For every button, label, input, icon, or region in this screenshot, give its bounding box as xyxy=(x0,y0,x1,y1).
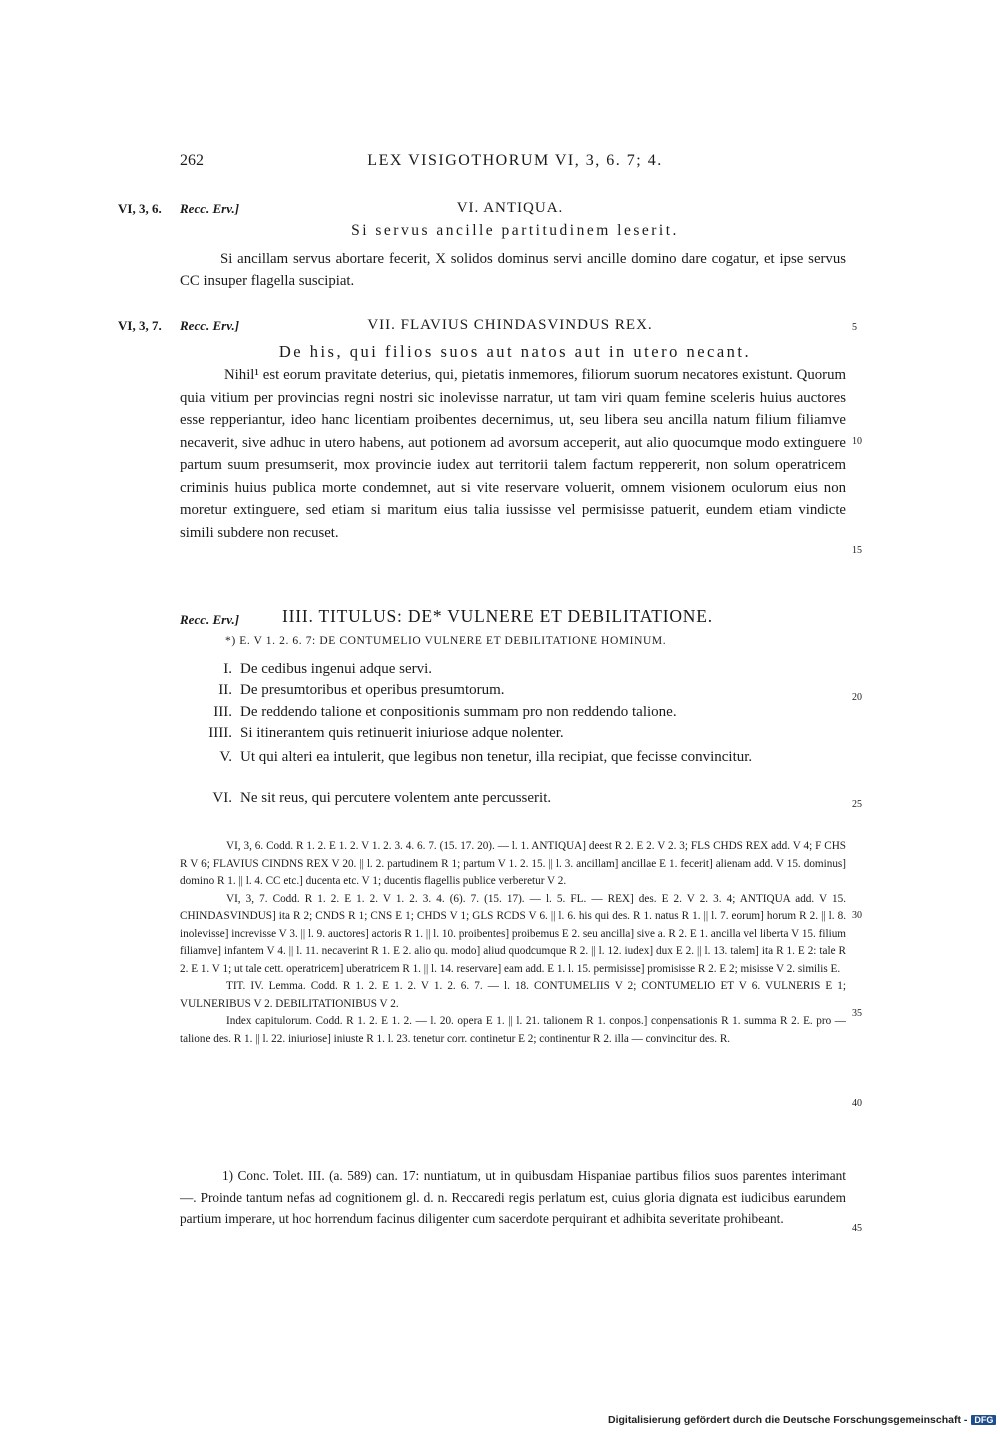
line-number: 30 xyxy=(852,910,862,921)
margin-tag-sec6: Recc. Erv.] xyxy=(180,201,240,216)
footnote: 1) Conc. Tolet. III. (a. 589) can. 17: nuntiatum, ut in quibusdam Hispaniae partibus filios suos parentes interimant —. Proinde tantum nefas ad cognitionem gl. d. n. Reccaredi regis perlatum est, cuius gloria dignata est iudicibus earundem partium imperare, ut hoc horrendum facinus diligenter cum sacerdote perquirant et adhibita severitate prohibeant. xyxy=(180,1168,846,1226)
titulus-title: IIII. TITULUS: DE* VULNERE ET DEBILITATIONE. xyxy=(282,606,713,626)
line-number: 35 xyxy=(852,1008,862,1019)
margin-ref-sec7: VI, 3, 7. xyxy=(118,318,162,333)
line-number: 40 xyxy=(852,1098,862,1109)
capitulum-item: V. Ut qui alteri ea intulerit, que legibus non tenetur, illa recipiat, que fecisse convincitur. xyxy=(219,749,753,765)
running-header xyxy=(180,152,850,176)
line-number: 10 xyxy=(852,436,862,447)
apparatus-entry: TIT. IV. Lemma. Codd. R 1. 2. E 1. 2. V 1. 2. 6. 7. — l. 18. CONTUMELIIS V 2; CONTUMELIO ET V 6. VULNERIS E 1; VULNERIBUS V 2. DEBILITATIONIBUS V 2. xyxy=(180,980,846,1010)
digitization-footer xyxy=(608,1414,996,1426)
running-title: LEX VISIGOTHORUM VI, 3, 6. 7; 4. xyxy=(367,152,663,169)
line-number: 45 xyxy=(852,1223,862,1234)
page-number: 262 xyxy=(180,152,204,169)
footer-text: Digitalisierung gefördert durch die Deutsche Forschungsgemeinschaft - xyxy=(608,1414,968,1426)
line-number: 5 xyxy=(852,322,857,333)
rubric-sec6: Si servus ancille partitudinem leserit. xyxy=(351,222,679,239)
section-title-sec7: VII. FLAVIUS CHINDASVINDUS REX. xyxy=(367,317,653,333)
text-sec6: Si ancillam servus abortare fecerit, X solidos dominus servi ancille domino dare cogatur, et ipse servus CC insuper flagella suscipiat. xyxy=(180,251,846,289)
apparatus-entry: VI, 3, 6. Codd. R 1. 2. E 1. 2. V 1. 2. 3. 4. 6. 7. (15. 17. 20). — l. 1. ANTIQUA] deest R 2. E 2. V 2. 3; FLS CHDS REX add. V 4; F CHS R V 6; FLAVIUS CINDNS REX V 20. || l. 2. partudinem R 1; partum V 1. 2. 15. || l. 3. ancillam] ancillae E 1. fecerit] alienam add. V 15. dominus] domino R 1. || l. 4. CC etc.] ducenta etc. V 1; ducentis flagellis publice verberetur V 2. xyxy=(180,840,846,887)
apparatus-entry: Index capitulorum. Codd. R 1. 2. E 1. 2. — l. 20. opera E 1. || l. 21. talionem R 1. conpos.] conpensationis R 1. summa R 2. E. pro — talione des. R 1. || l. 22. iniuriose] iniuste R 1. l. 23. tenetur corr. continetur E 2; continentur R 2. illa — convincitur des. R. xyxy=(180,1015,846,1045)
apparatus-entry: VI, 3, 7. Codd. R 1. 2. E 1. 2. V 1. 2. 3. 4. (6). 7. (15. 17). — l. 5. FL. — REX] des. E 2. V 2. 3. 4; ANTIQUA add. V 15. CHINDASVINDUS] ita R 2; CNDS R 1; CNS E 1; CHDS V 1; GLS RCDS V 6. || l. 6. his qui des. R 1. natus R 1. || l. 7. eorum] horum R 2. || l. 8. inolevisse] increvisse V 3. || l. 9. auctores] actoris R 1. || l. 10. proibentes] proibemus E 2. seu ancilla] sive a. R 2. E 1. ancilla vel liberta V 15. filium filiamve] infantem V 4. || l. 11. necaverint R 1. E 2. alio qu. modo] aliud quodcumque R 2. || l. 12. iudex] dux E 2. || l. 13. talem] ita R 1. E 2: tale R 2. E 1. V 1; ut tale cett. operatricem] uberatricem R 1. || l. 14. reservare] eam add. E 1. l. 15. permisisse] promisisse R 2. E 2; misisse V 2. similis E. xyxy=(180,892,846,975)
line-number: 15 xyxy=(852,545,862,556)
margin-tag-titulus: Recc. Erv.] xyxy=(180,612,240,627)
rubric-sec7: De his, qui filios suos aut natos aut in utero necant. xyxy=(278,342,752,361)
line-number: 25 xyxy=(852,799,862,810)
capitulum-item: III. De reddendo talione et conpositionis summam pro non reddendo talione. xyxy=(213,704,677,720)
titulus-lemma: *) E. V 1. 2. 6. 7: DE CONTUMELIO VULNERE ET DEBILITATIONE HOMINUM. xyxy=(225,635,667,647)
line-number: 20 xyxy=(852,692,862,703)
critical-apparatus xyxy=(180,838,846,1048)
capitulum-item: II. De presumtoribus et operibus presumtorum. xyxy=(218,682,505,698)
margin-ref-sec6: VI, 3, 6. xyxy=(118,201,162,216)
capitulum-item: I. De cedibus ingenui adque servi. xyxy=(223,661,433,677)
capitulum-item: IIII. Si itinerantem quis retinuerit iniuriose adque nolenter. xyxy=(208,725,564,741)
section-title-sec6: VI. ANTIQUA. xyxy=(456,200,564,216)
text-sec7: Nihil¹ est eorum pravitate deterius, qui, pietatis inmemores, filiorum suorum necatores existunt. Quorum quia vitium per provincias regni nostri sic inolevisse narratur, ut tam viri quam femine sceleris huius auctores esse repperiantur, ideo hanc licentiam proibentes decernimus, ut, seu libera seu ancilla natum filium filiamve necaverit, sive adhuc in utero habens, aut potionem ad avorsum acceperit, aut alio quocumque modo extinguere partum suum presumserit, mox provincie iudex aut territorii talem factum reppererit, non solum operatricem criminis huius publica morte condemnet, aut si vite reservare voluerit, omnem visionem oculorum eius non moretur extinguere, sed etiam si maritum eius talia iussisse vel permisisse patuerit, eundem etiam vindicte simili subdere non recuset. xyxy=(180,367,846,541)
margin-tag-sec7: Recc. Erv.] xyxy=(180,318,240,333)
dfg-logo: DFG xyxy=(971,1415,996,1425)
capitulum-item: VI. Ne sit reus, qui percutere volentem ante percusserit. xyxy=(212,790,552,806)
